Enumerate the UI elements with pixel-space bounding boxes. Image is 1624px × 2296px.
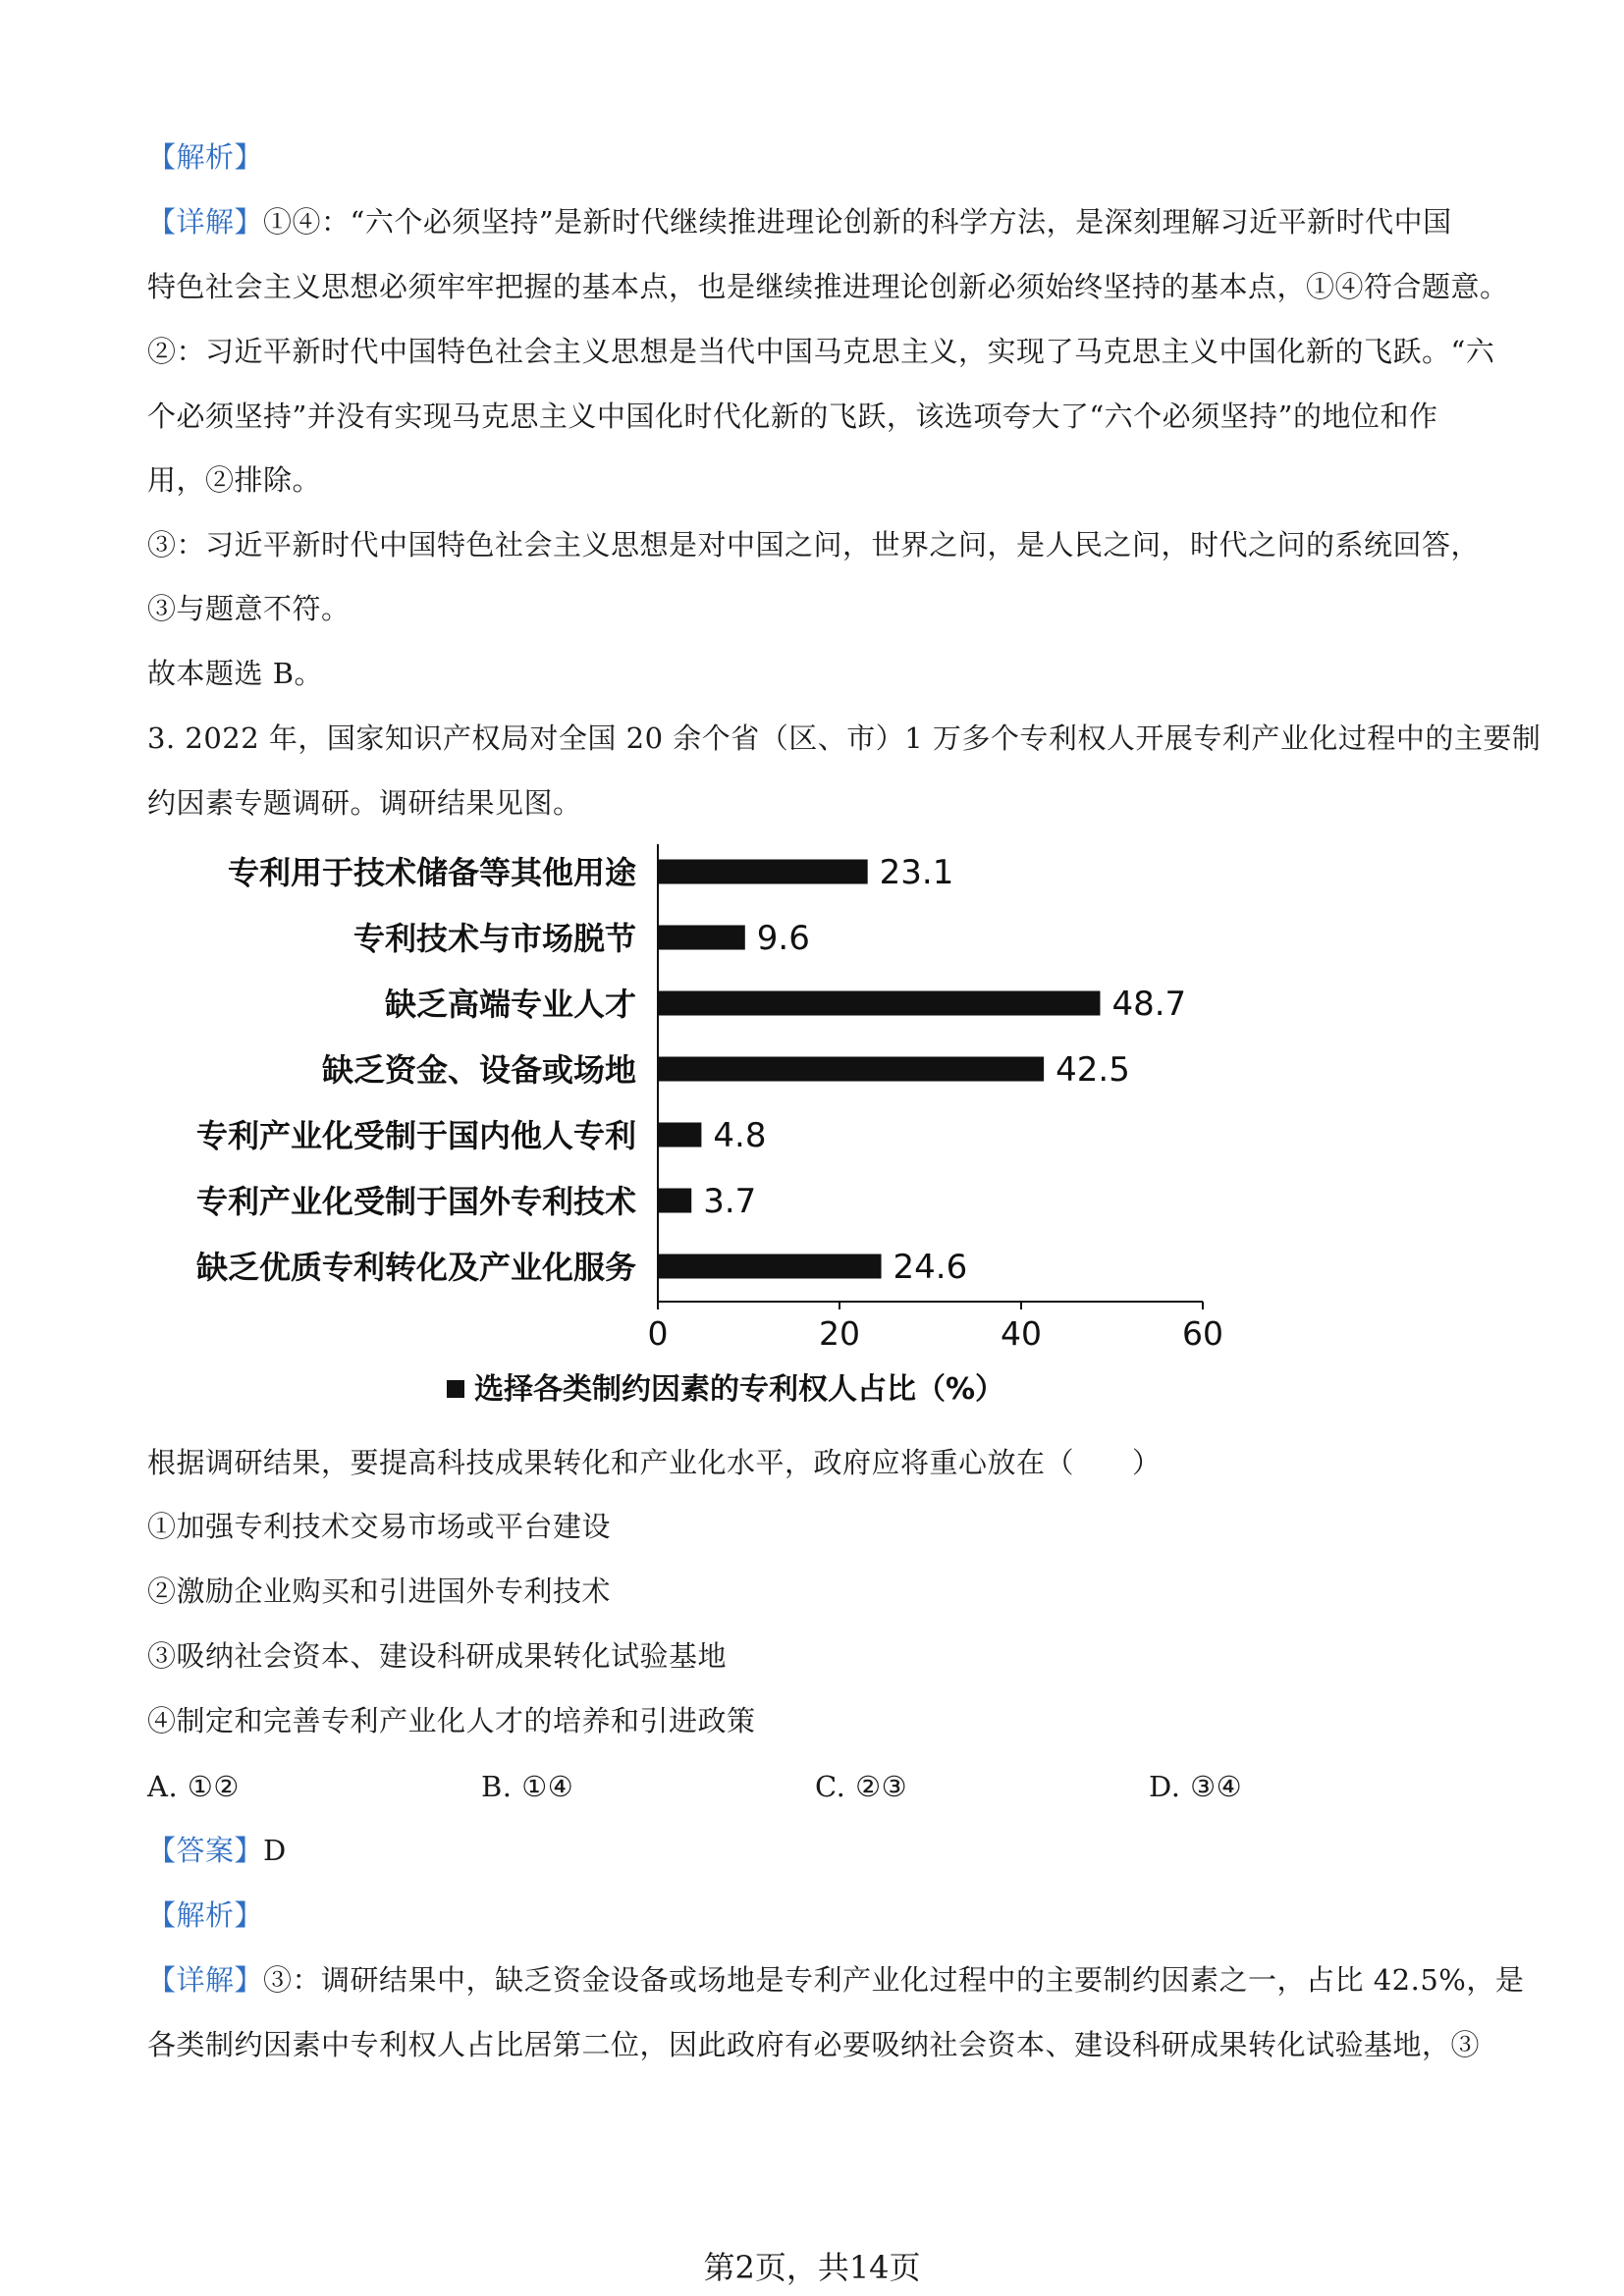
answer-line: [147, 1831, 287, 1870]
x-tick-label: 0: [647, 1314, 669, 1353]
option-b: B. ①④: [481, 1770, 574, 1803]
bar: [658, 1189, 691, 1213]
choice-item-2: ②激励企业购买和引进国外专利技术: [147, 1575, 612, 1608]
detail-paragraph-line: 各类制约因素中专利权人占比居第二位，因此政府有必要吸纳社会资本、建设科研成果转化试验基地，③: [147, 2028, 1481, 2061]
legend-swatch: [447, 1380, 464, 1398]
detail-text: ③：调研结果中，缺乏资金设备或场地是专利产业化过程中的主要制约因素之一，占比 42.5%，是: [263, 1963, 1525, 1997]
detail-label: 【详解】: [147, 1963, 264, 1997]
category-label: 专利技术与市场脱节: [352, 920, 636, 957]
page-footer: 第2页，共14页: [703, 2249, 921, 2286]
category-label: 专利用于技术储备等其他用途: [227, 854, 636, 891]
bar-chart: [147, 834, 1247, 1423]
category-label: 缺乏高端专业人才: [384, 986, 636, 1023]
x-tick-label: 40: [1001, 1314, 1042, 1353]
option-d: D. ③④: [1149, 1770, 1243, 1803]
detail-paragraph-line: 用，②排除。: [147, 463, 322, 497]
value-label: 42.5: [1056, 1050, 1130, 1090]
value-label: 3.7: [703, 1182, 757, 1221]
question-3-line: 约因素专题调研。调研结果见图。: [147, 786, 582, 820]
detail-paragraph-line: ③与题意不符。: [147, 592, 351, 625]
bar: [658, 860, 868, 884]
legend-label: 选择各类制约因素的专利权人占比（%）: [474, 1372, 1005, 1407]
choice-item-4: ④制定和完善专利产业化人才的培养和引进政策: [147, 1704, 756, 1737]
bar: [658, 1057, 1044, 1082]
detail-paragraph-line: ③：习近平新时代中国特色社会主义思想是对中国之问，世界之问，是人民之问，时代之问的系统回答，: [147, 528, 1481, 561]
value-label: 24.6: [893, 1248, 968, 1287]
value-label: 23.1: [879, 853, 954, 892]
choice-item-1: ①加强专利技术交易市场或平台建设: [147, 1510, 612, 1543]
detail-text: ①④：“六个必须坚持”是新时代继续推进理论创新的科学方法，是深刻理解习近平新时代中国: [263, 205, 1452, 239]
category-label: 缺乏资金、设备或场地: [321, 1051, 636, 1089]
category-label: 专利产业化受制于国外专利技术: [195, 1183, 636, 1220]
bar: [658, 926, 745, 950]
value-label: 9.6: [756, 919, 810, 958]
option-c: C. ②③: [815, 1770, 908, 1803]
analysis-label: 【解析】: [147, 140, 264, 174]
category-label: 专利产业化受制于国内他人专利: [195, 1117, 636, 1154]
conclusion-line: 故本题选 B。: [147, 657, 324, 690]
detail-paragraph-line: [147, 1960, 1524, 2000]
detail-paragraph-line: 个必须坚持”并没有实现马克思主义中国化时代化新的飞跃，该选项夸大了“六个必须坚持”的地位和作: [147, 400, 1438, 433]
question-stem: 根据调研结果，要提高科技成果转化和产业化水平，政府应将重心放在（ ）: [147, 1446, 1162, 1479]
answer-label: 【答案】: [147, 1834, 264, 1867]
answer-value: D: [263, 1834, 287, 1867]
category-labels: [196, 854, 636, 1286]
option-a: A. ①②: [147, 1770, 240, 1803]
bar: [658, 1123, 701, 1148]
bar: [658, 1255, 882, 1279]
value-label: 48.7: [1111, 985, 1187, 1024]
detail-paragraph-line: ②：习近平新时代中国特色社会主义思想是当代中国马克思主义，实现了马克思主义中国化新的飞跃。“六: [147, 335, 1495, 368]
choice-item-3: ③吸纳社会资本、建设科研成果转化试验基地: [147, 1639, 728, 1673]
value-label: 4.8: [713, 1116, 767, 1155]
detail-paragraph-line: [147, 202, 1452, 241]
detail-paragraph-line: 特色社会主义思想必须牢牢把握的基本点，也是继续推进理论创新必须始终坚持的基本点，①④符合题意。: [147, 270, 1509, 303]
analysis-label: 【解析】: [147, 1898, 264, 1932]
question-3-line: 3. 2022 年，国家知识产权局对全国 20 余个省（区、市）1 万多个专利权人开展专利产业化过程中的主要制: [147, 721, 1542, 755]
x-tick-label: 20: [819, 1314, 860, 1353]
category-label: 缺乏优质专利转化及产业化服务: [195, 1249, 636, 1286]
bar: [658, 991, 1100, 1016]
detail-label: 【详解】: [147, 205, 264, 239]
chart-legend: [447, 1372, 1004, 1407]
x-tick-label: 60: [1182, 1314, 1223, 1353]
